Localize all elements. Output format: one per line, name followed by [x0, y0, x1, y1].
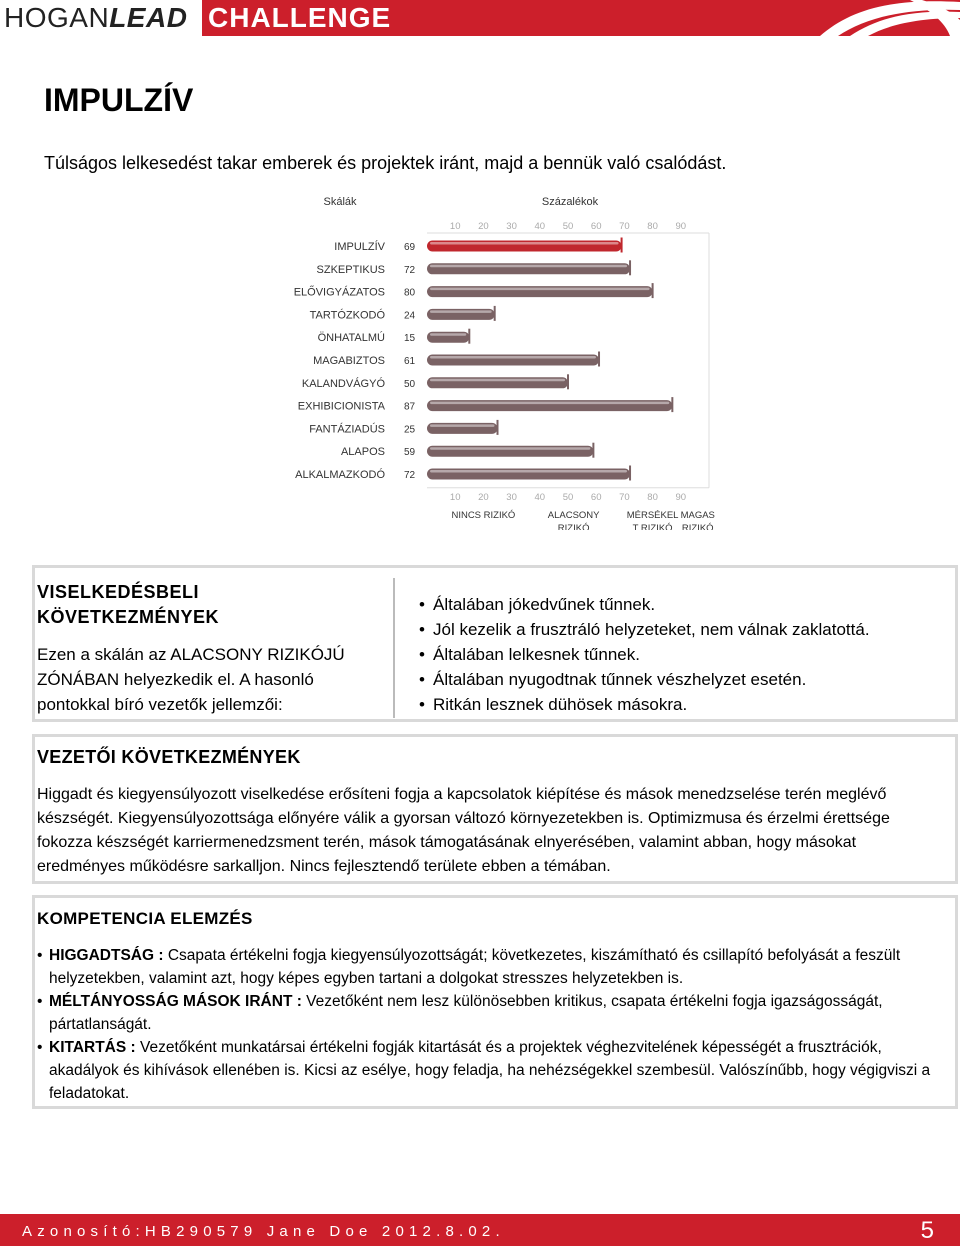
value-label: 72	[404, 470, 416, 481]
tick-label-bottom: 90	[675, 491, 687, 503]
bar-highlight	[430, 424, 495, 427]
category-label: EXHIBICIONISTA	[297, 400, 385, 413]
competency-list	[37, 944, 937, 1105]
category-label: ÖNHATALMÚ	[317, 332, 385, 345]
competency-item: • KITARTÁS : Vezetőként munkatársai értékelni fogják kitartását és a projektek véghezvitelének képességét a frusztrációk, akadályok és kihívások ellenében is. Kicsi az esélye, hogy feladja, ha nehézségekkel szembesül. Valószínűbb, hogy végigviszi a feladatokat.	[37, 1036, 937, 1105]
tick-label-bottom: 50	[562, 491, 574, 503]
tick-label-bottom: 60	[590, 491, 602, 503]
bar-highlight	[430, 379, 565, 382]
tick-label-top: 50	[562, 221, 574, 232]
report-header	[0, 0, 960, 38]
page-subtitle: Túlságos lelkesedést takar emberek és projektek iránt, majd a bennük való csalódást.	[44, 153, 727, 173]
value-label: 25	[404, 424, 416, 436]
value-label: 59	[404, 447, 416, 459]
bar-highlight	[430, 356, 596, 359]
tick-label-top: 90	[675, 221, 687, 232]
value-label: 61	[404, 356, 416, 367]
brand-logo: HOGANLEAD	[4, 2, 188, 33]
behavioral-consequences-box	[32, 565, 958, 722]
tick-label-bottom: 80	[647, 491, 658, 503]
zone-label: RIZIKÓ	[557, 522, 590, 530]
list-item: • Jól kezelik a frusztráló helyzeteket, nem válnak zaklatottá.	[419, 617, 870, 642]
value-label: 87	[404, 401, 416, 413]
footer-identifier: Azonosító:HB290579 Jane Doe 2012.8.02.	[22, 1223, 505, 1240]
competency-item: • MÉLTÁNYOSSÁG MÁSOK IRÁNT : Vezetőként nem lesz különösebben kritikus, csapata értékelni fogja igazságosságát, pártatlanságát.	[37, 990, 937, 1036]
scale-chart-svg	[280, 190, 720, 530]
value-label: 24	[404, 310, 416, 322]
bar-highlight	[430, 402, 669, 405]
zone-label: T RIZIKÓ	[632, 522, 673, 530]
behavioral-title: VISELKEDÉSBELI KÖVETKEZMÉNYEK	[37, 582, 220, 627]
page-title: IMPULZÍV	[44, 82, 194, 118]
tick-label-bottom: 30	[506, 491, 517, 503]
tick-label-top: 60	[590, 221, 602, 232]
list-item: • Ritkán lesznek dühösek másokra.	[419, 692, 870, 717]
tick-label-bottom: 40	[534, 491, 546, 503]
bullet-icon: •	[37, 947, 43, 964]
tick-label-top: 70	[619, 221, 630, 232]
page-number: 5	[920, 1217, 934, 1244]
competency-title: KOMPETENCIA ELEMZÉS	[37, 909, 253, 928]
category-label: SZKEPTIKUS	[316, 263, 385, 276]
category-label: ALKALMAZKODÓ	[295, 469, 385, 481]
value-label: 50	[404, 378, 416, 390]
divider	[393, 578, 395, 718]
category-label: IMPULZÍV	[334, 241, 385, 253]
tick-label-top: 80	[647, 221, 658, 232]
behavioral-list	[419, 592, 870, 717]
value-label: 80	[404, 287, 416, 299]
zone-label: ALACSONY	[547, 509, 600, 521]
tick-label-top: 40	[534, 221, 546, 232]
bar-highlight	[430, 447, 590, 450]
tick-label-bottom: 10	[449, 491, 461, 503]
category-label: KALANDVÁGYÓ	[301, 377, 385, 390]
brand-challenge: CHALLENGE	[208, 2, 392, 33]
category-label: TARTÓZKODÓ	[309, 309, 385, 322]
category-label: FANTÁZIADÚS	[309, 423, 385, 436]
competency-analysis-box	[32, 895, 958, 1109]
chart-header-percent: Százalékok	[541, 196, 599, 208]
tick-label-top: 20	[478, 221, 489, 232]
list-item: • Általában jókedvűnek tűnnek.	[419, 592, 870, 617]
chart-header-scales: Skálák	[323, 196, 357, 208]
competency-item: • HIGGADTSÁG : Csapata értékelni fogja kiegyensúlyozottságát; következetes, kiszámítható és csillapító befolyását a feszült helyzetekben, valamint azt, hogy képes egyben tartani a dolgokat stresszes helyzetekben is.	[37, 944, 937, 990]
zone-label: MAGAS	[680, 509, 715, 521]
zone-label: MÉRSÉKEL	[626, 509, 679, 521]
report-footer	[0, 1214, 960, 1246]
value-label: 72	[404, 264, 416, 276]
tick-label-bottom: 70	[619, 491, 630, 503]
value-label: 69	[404, 242, 416, 253]
leadership-text: Higgadt és kiegyensúlyozott viselkedése erősíteni fogja a kapcsolatok kiépítése és mások menedzselése terén meglévő készségét. Kiegyensúlyozottsága előnyére válik a gyorsan változó környezetekben is. Optimizmusa és érzelmi érettsége fokozza készségét karriermenedzsment terén, mások támogatásának elnyerésében, valamint abban, hogy másokat eredményes működésre sarkalljon. Nincs fejlesztendő területe ebben a témában.	[37, 786, 890, 875]
bar-highlight	[430, 288, 650, 291]
leadership-consequences-box	[32, 734, 958, 884]
category-label: ALAPOS	[340, 446, 385, 459]
swoosh-logo-icon	[810, 0, 960, 38]
tick-label-top: 10	[449, 221, 461, 232]
zone-label: RIZIKÓ	[681, 522, 714, 530]
scale-chart	[280, 190, 720, 530]
list-item: • Általában lelkesnek tűnnek.	[419, 642, 870, 667]
leadership-title: VEZETŐI KÖVETKEZMÉNYEK	[37, 747, 301, 767]
bar-highlight	[430, 242, 619, 245]
zone-label: NINCS RIZIKÓ	[451, 509, 516, 521]
list-item: • Általában nyugodtnak tűnnek vészhelyzet esetén.	[419, 667, 870, 692]
category-label: ELŐVIGYÁZATOS	[293, 286, 385, 299]
bar-highlight	[430, 265, 627, 268]
behavioral-text: Ezen a skálán az ALACSONY RIZIKÓJÚ ZÓNÁBAN helyezkedik el. A hasonló pontokkal bíró vezetők jellemzői:	[37, 645, 345, 714]
tick-label-bottom: 20	[478, 491, 489, 503]
bar-highlight	[430, 470, 627, 473]
bar-highlight	[430, 333, 466, 336]
bullet-icon: •	[37, 1039, 43, 1056]
bar-highlight	[430, 310, 492, 313]
category-label: MAGABIZTOS	[313, 355, 385, 367]
tick-label-top: 30	[506, 221, 517, 232]
bullet-icon: •	[37, 993, 43, 1010]
value-label: 15	[404, 333, 416, 345]
